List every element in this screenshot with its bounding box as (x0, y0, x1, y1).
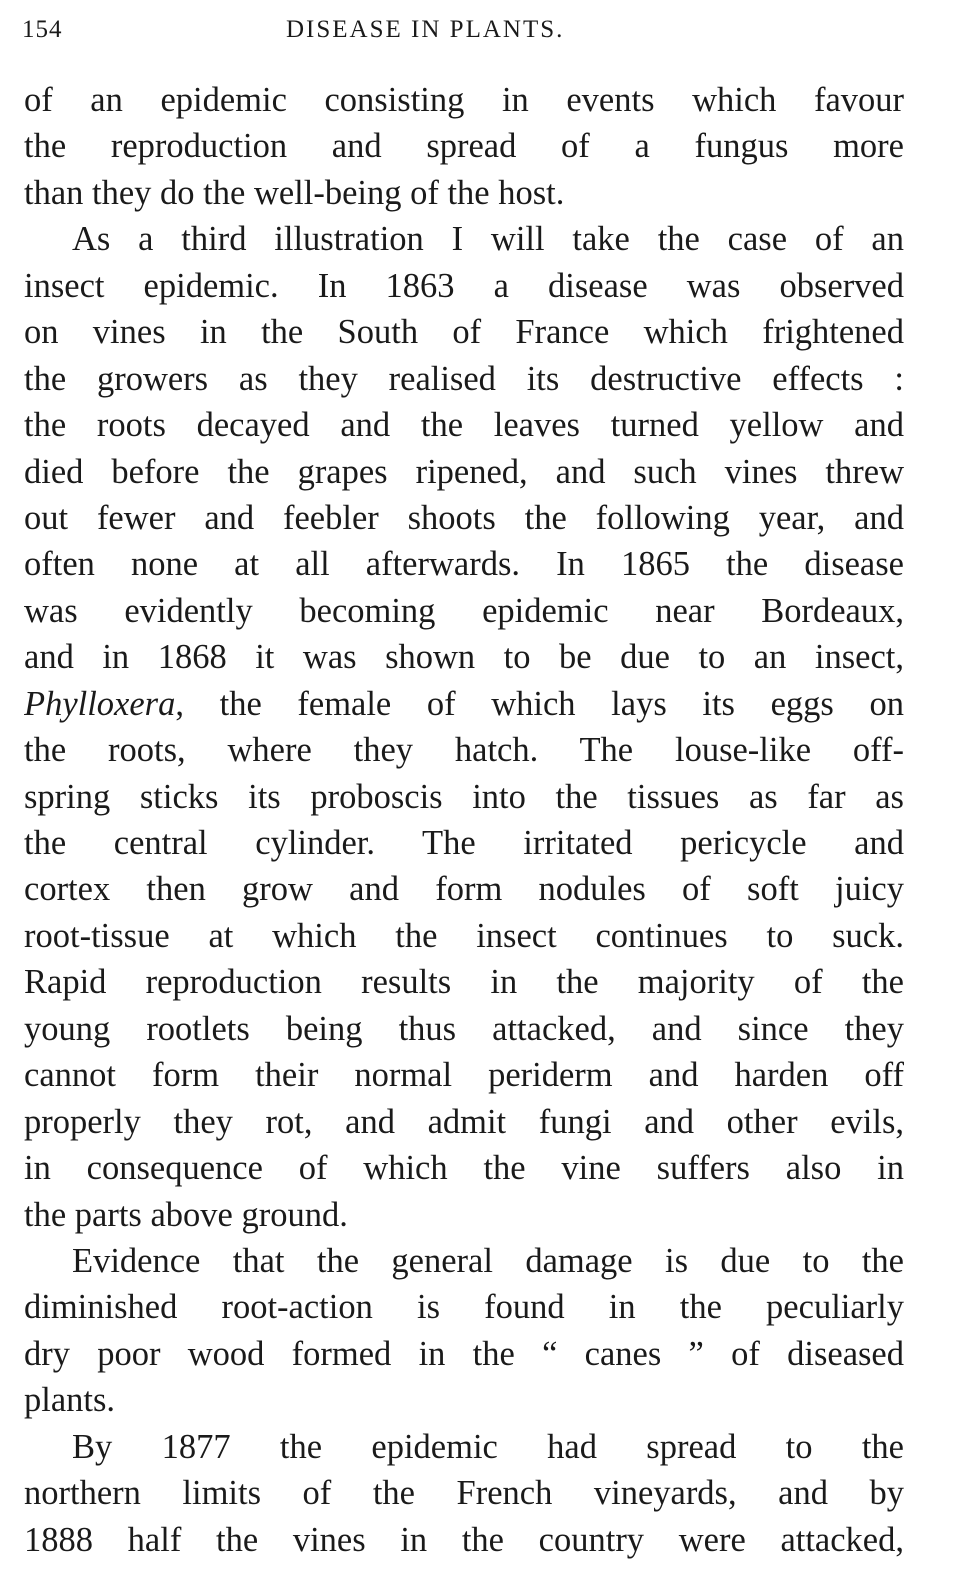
text-line: diminished root-action is found in the peculiarly (24, 1288, 904, 1327)
running-head (22, 10, 642, 50)
text-line: the growers as they realised its destructive effects : (24, 359, 904, 398)
page-number: 154 (22, 16, 63, 43)
text-line (24, 681, 904, 727)
text-line: young rootlets being thus attacked, and since they (24, 1009, 904, 1048)
text-line: the roots, where they hatch. The louse-like off- (24, 731, 904, 770)
text-line: the parts above ground. (24, 1195, 348, 1234)
text-line: Evidence that the general damage is due to the (72, 1241, 904, 1280)
text-line: root-tissue at which the insect continues to suck. (24, 916, 904, 955)
text-line: plants. (24, 1381, 116, 1420)
text-line: and in 1868 it was shown to be due to an insect, (24, 638, 904, 677)
body-text (24, 77, 904, 1563)
text-line: than they do the well-being of the host. (24, 173, 565, 212)
text-line: Rapid reproduction results in the majority of the (24, 963, 904, 1002)
text-line: often none at all afterwards. In 1865 the disease (24, 545, 904, 584)
italic-term: Phylloxera (24, 684, 176, 723)
running-title: DISEASE IN PLANTS. (286, 16, 565, 43)
text-line: insect epidemic. In 1863 a disease was observed (24, 266, 904, 305)
text-line: dry poor wood formed in the “ canes ” of diseased (24, 1334, 904, 1373)
line-text: , the female of which lays its eggs on (175, 684, 904, 723)
text-line: the central cylinder. The irritated pericycle and (24, 824, 904, 862)
text-line: cannot form their normal periderm and harden off (24, 1056, 904, 1095)
text-line: was evidently becoming epidemic near Bordeaux, (24, 591, 904, 630)
text-line: in consequence of which the vine suffers also in (24, 1149, 904, 1188)
text-line: By 1877 the epidemic had spread to the (72, 1427, 904, 1466)
text-line: cortex then grow and form nodules of soft juicy (24, 870, 904, 909)
text-line: out fewer and feebler shoots the following year, and (24, 498, 904, 537)
text-line: the roots decayed and the leaves turned yellow and (24, 406, 904, 445)
text-line: northern limits of the French vineyards, and by (24, 1474, 904, 1513)
text-line: on vines in the South of France which frightened (24, 313, 904, 352)
text-line: of an epidemic consisting in events which favour (24, 81, 904, 119)
text-line: properly they rot, and admit fungi and other evils, (24, 1102, 904, 1141)
text-line: the reproduction and spread of a fungus more (24, 127, 904, 166)
text-line: 1888 half the vines in the country were attacked, (24, 1520, 904, 1559)
text-line: As a third illustration I will take the case of an (72, 220, 904, 259)
text-line: died before the grapes ripened, and such vines threw (24, 452, 904, 491)
text-line: spring sticks its proboscis into the tissues as far as (24, 777, 904, 816)
